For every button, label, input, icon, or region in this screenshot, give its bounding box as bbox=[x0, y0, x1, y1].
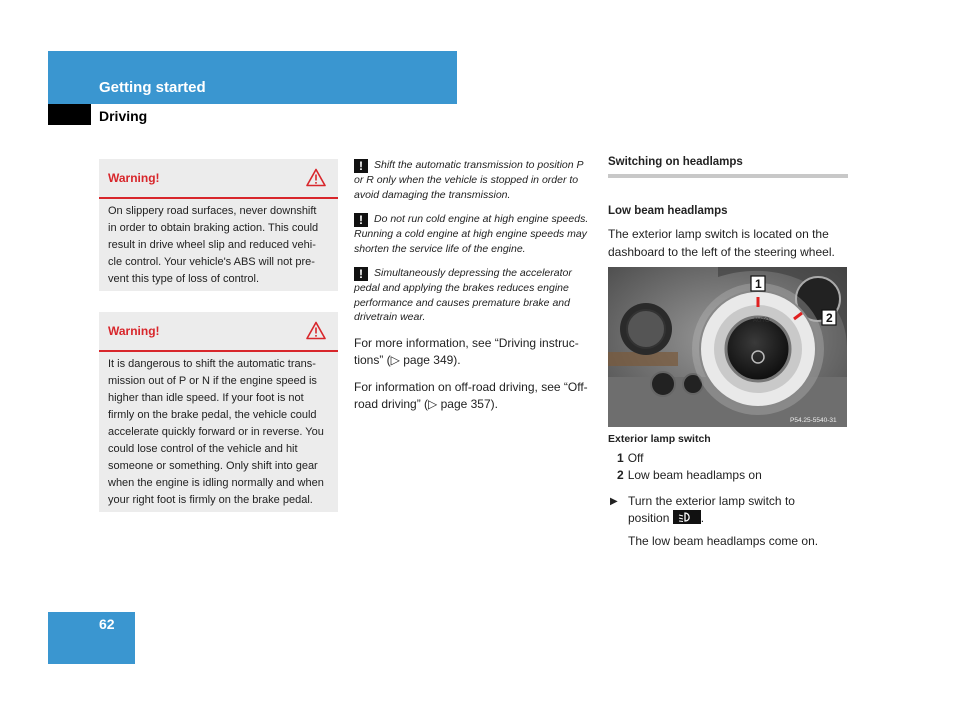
text-line: result in drive wheel slip and reduced vehi- bbox=[108, 239, 316, 251]
step-text: Turn the exterior lamp switch to bbox=[628, 494, 795, 508]
subsection-marker bbox=[48, 104, 91, 125]
legend-text: Off bbox=[627, 451, 644, 465]
note-text: Simultaneously depressing the accelerator pedal and applying the brakes reduces engine performance and causes premature brake and drivetrain wear. bbox=[354, 267, 572, 323]
legend-item bbox=[608, 450, 848, 467]
callout-2-label: 2 bbox=[826, 311, 833, 325]
page-number-band bbox=[48, 612, 135, 664]
offroad-info-text: For information on off-road driving, see “Off-road driving” (▷ page 357). bbox=[354, 379, 588, 411]
section-title: Getting started bbox=[99, 79, 206, 96]
page-number: 62 bbox=[99, 616, 115, 632]
instruction-step bbox=[608, 493, 848, 527]
step-text-line-2 bbox=[628, 510, 848, 527]
note-transmission bbox=[354, 158, 594, 202]
note-pedals bbox=[354, 266, 594, 325]
text-line: mission out of P or N if the engine speed is bbox=[108, 375, 317, 387]
text-line: vent this type of loss of control. bbox=[108, 273, 260, 285]
subsection-title: Driving bbox=[99, 108, 148, 124]
warning-header bbox=[99, 159, 338, 199]
step-text: position bbox=[628, 511, 670, 525]
step-arrow-icon: ▶ bbox=[610, 496, 618, 507]
text-line: when the engine is idling normally and when bbox=[108, 477, 324, 489]
note-cold-engine bbox=[354, 212, 594, 256]
text-line: your right foot is firmly on the brake pedal. bbox=[108, 494, 313, 506]
note-text: Do not run cold engine at high engine speeds. Running a cold engine at high engine speeds may shorten the service life of the engine. bbox=[354, 213, 589, 255]
warning-text bbox=[99, 352, 338, 515]
warning-triangle-icon bbox=[306, 321, 326, 340]
text-line: It is dangerous to shift the automatic trans- bbox=[108, 358, 316, 370]
text-line: cle control. Your vehicle's ABS will not pre- bbox=[108, 256, 315, 268]
photo-auto-label: AUTO bbox=[753, 318, 770, 324]
text-line: On slippery road surfaces, never downshift bbox=[108, 205, 317, 217]
lamp-switch-knob bbox=[726, 317, 790, 381]
exterior-lamp-switch-photo bbox=[608, 267, 847, 427]
note-text: Shift the automatic transmission to position P or R only when the vehicle is stopped in order to avoid damaging the transmission. bbox=[354, 159, 584, 201]
legend-item bbox=[608, 467, 848, 484]
warning-box-shifting bbox=[99, 312, 338, 512]
text-line: in order to obtain braking action. This could bbox=[108, 222, 319, 234]
header-band bbox=[48, 51, 457, 104]
section-heading: Switching on headlamps bbox=[608, 156, 848, 178]
photo-code: P54.25-5540-31 bbox=[790, 417, 837, 424]
legend-number: 2 bbox=[617, 468, 624, 482]
exclamation-icon: ! bbox=[354, 159, 368, 173]
more-info-text: For more information, see “Driving instruc-tions” (▷ page 349). bbox=[354, 335, 579, 367]
subsection-heading: Low beam headlamps bbox=[608, 205, 728, 217]
warning-triangle-icon bbox=[306, 168, 326, 187]
result-text: The low beam headlamps come on. bbox=[628, 534, 819, 548]
low-beam-position-icon bbox=[673, 510, 701, 524]
headlamps-column bbox=[608, 156, 848, 550]
text-line: higher than idle speed. If your foot is not bbox=[108, 392, 304, 404]
notes-column bbox=[354, 158, 594, 423]
legend-number: 1 bbox=[617, 451, 624, 465]
legend-list bbox=[608, 450, 848, 484]
warning-box-downshift bbox=[99, 159, 338, 291]
callout-1-label: 1 bbox=[755, 277, 762, 291]
warning-label: Warning! bbox=[108, 324, 160, 338]
text-line: firmly on the brake pedal, the vehicle could bbox=[108, 409, 317, 421]
warning-label: Warning! bbox=[108, 171, 160, 185]
text-line: accelerate quickly forward or in reverse. You bbox=[108, 426, 324, 438]
step-text: . bbox=[700, 511, 705, 525]
warning-header bbox=[99, 312, 338, 352]
intro-text: The exterior lamp switch is located on the dashboard to the left of the steering wheel. bbox=[608, 227, 835, 259]
text-line: could lose control of the vehicle and hit bbox=[108, 443, 298, 455]
text-line: someone or something. Only shift into gear bbox=[108, 460, 318, 472]
legend-text: Low beam headlamps on bbox=[627, 468, 762, 482]
warning-text bbox=[99, 199, 338, 294]
exclamation-icon: ! bbox=[354, 267, 368, 281]
exclamation-icon: ! bbox=[354, 213, 368, 227]
photo-caption: Exterior lamp switch bbox=[608, 433, 711, 445]
